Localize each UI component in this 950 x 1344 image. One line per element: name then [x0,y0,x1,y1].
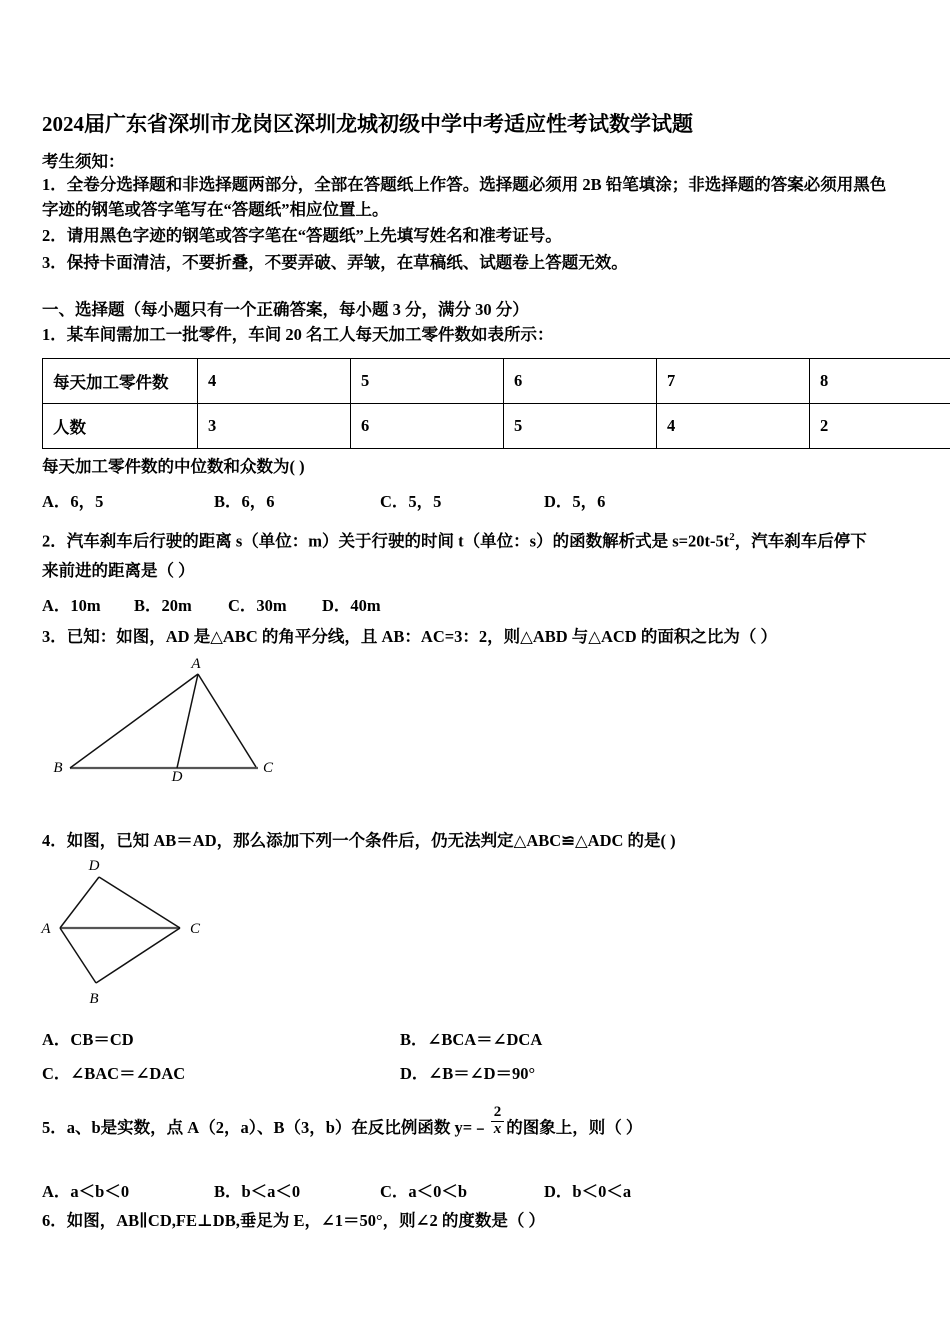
table-cell: 4 [198,359,351,404]
table-cell: 6 [504,359,657,404]
option-d[interactable]: D．b＜0＜a [544,1182,632,1201]
option-a[interactable]: A．CB＝CD [42,1030,134,1049]
question-4-options-row-1 [42,1026,920,1050]
segment-ac [198,674,256,767]
segment-ab [60,928,96,983]
table-cell: 4 [657,404,810,449]
table-cell: 8 [810,359,950,404]
vertex-label-a: A [41,921,51,937]
option-d[interactable]: D．40m [322,596,381,615]
question-2-stem-part2: ，汽车刹车后停下 [734,531,867,551]
question-1-data-table [42,358,950,449]
question-1-sub-stem: 每天加工零件数的中位数和众数为( ) [42,457,305,476]
question-2-stem-part1: 2．汽车刹车后行驶的距离 s（单位：m）关于行驶的时间 t（单位：s）的函数解析式是 s=20t‑5t [42,531,730,551]
option-a[interactable]: A．6，5 [42,492,104,511]
vertex-label-d: D [171,769,183,782]
question-1-stem: 1．某车间需加工一批零件，车间 20 名工人每天加工零件数如表所示： [42,325,554,344]
table-row [43,359,950,404]
question-2-stem-line2: 来前进的距离是（ ） [42,561,195,580]
table-row-label: 人数 [43,404,198,449]
table-cell: 7 [657,359,810,404]
vertex-label-c: C [262,760,274,776]
question-4-options-row-2 [42,1060,920,1084]
option-c[interactable]: C．a＜0＜b [380,1182,468,1201]
table-row-label: 每天加工零件数 [43,359,198,404]
option-d[interactable]: D．∠B＝∠D＝90° [400,1064,536,1083]
question-2-options [42,592,920,616]
table-cell: 2 [810,404,950,449]
option-c[interactable]: C．30m [228,596,287,615]
question-4-stem: 4．如图，已知 AB＝AD，那么添加下列一个条件后，仍无法判定△ABC≌△ADC 的是( ) [42,831,676,850]
notice-line-2: 2．请用黑色字迹的钢笔或答字笔在“答题纸”上先填写姓名和准考证号。 [42,226,562,245]
question-3-stem: 3．已知：如图，AD 是△ABC 的角平分线，且 AB：AC=3：2，则△ABD 与△ACD 的面积之比为（ ） [42,627,777,646]
vertex-label-a: A [191,656,201,672]
segment-ad [60,877,99,928]
page-title: 2024届广东省深圳市龙岗区深圳龙城初级中学中考适应性考试数学试题 [42,112,693,136]
option-b[interactable]: B．20m [134,596,192,615]
question-2-exponent: 2 [729,531,735,543]
option-b[interactable]: B．∠BCA＝∠DCA [400,1030,543,1049]
fraction-denominator: x [491,1121,505,1138]
question-5-options [42,1178,920,1202]
table-row [43,404,950,449]
table-cell: 5 [504,404,657,449]
option-c[interactable]: C．∠BAC＝∠DAC [42,1064,186,1083]
table-cell: 6 [351,404,504,449]
segment-ad [177,674,198,768]
notice-line-1: 1．全卷分选择题和非选择题两部分，全部在答题纸上作答。选择题必须用 2B 铅笔填涂；非选择题的答案必须用黑色 [42,175,887,194]
notice-line-3: 3．保持卡面清洁，不要折叠，不要弄破、弄皱，在草稿纸、试题卷上答题无效。 [42,253,628,272]
triangle-abc-with-cevian-ad-figure [50,652,280,782]
option-c[interactable]: C．5，5 [380,492,442,511]
question-2-stem [42,524,920,555]
option-a[interactable]: A．10m [42,596,101,615]
question-5-stem [42,1104,920,1145]
fraction-numerator: 2 [493,1104,502,1120]
table-cell: 3 [198,404,351,449]
vertex-label-d: D [88,858,100,874]
question-5-stem-part2: 的图象上，则（ ） [506,1118,643,1137]
option-b[interactable]: B．b＜a＜0 [214,1182,301,1201]
vertex-label-b: B [53,760,63,776]
segment-ba [70,674,198,768]
question-6-stem: 6．如图，AB∥CD,FE⊥DB,垂足为 E，∠1＝50°，则∠2 的度数是（ ） [42,1211,545,1230]
segment-dc [99,877,180,928]
option-d[interactable]: D．5，6 [544,492,606,511]
question-5-stem-part1: 5．a、b是实数，点 A（2，a）、B（3，b）在反比例函数 y=﹣ [42,1118,489,1137]
table-cell: 5 [351,359,504,404]
notice-line-1-cont: 字迹的钢笔或答字笔写在“答题纸”相应位置上。 [42,200,389,219]
fraction-two-over-x [491,1105,505,1138]
option-b[interactable]: B．6，6 [214,492,275,511]
option-a[interactable]: A．a＜b＜0 [42,1182,130,1201]
vertex-label-c: C [189,921,201,937]
kite-abcd-with-diagonal-ac-figure [32,856,222,1021]
question-1-options [42,488,920,512]
segment-bc [96,928,180,983]
notice-heading: 考生须知： [42,152,125,171]
section-heading-choice: 一、选择题（每小题只有一个正确答案，每小题 3 分，满分 30 分） [42,300,529,319]
vertex-label-b: B [89,991,99,1007]
